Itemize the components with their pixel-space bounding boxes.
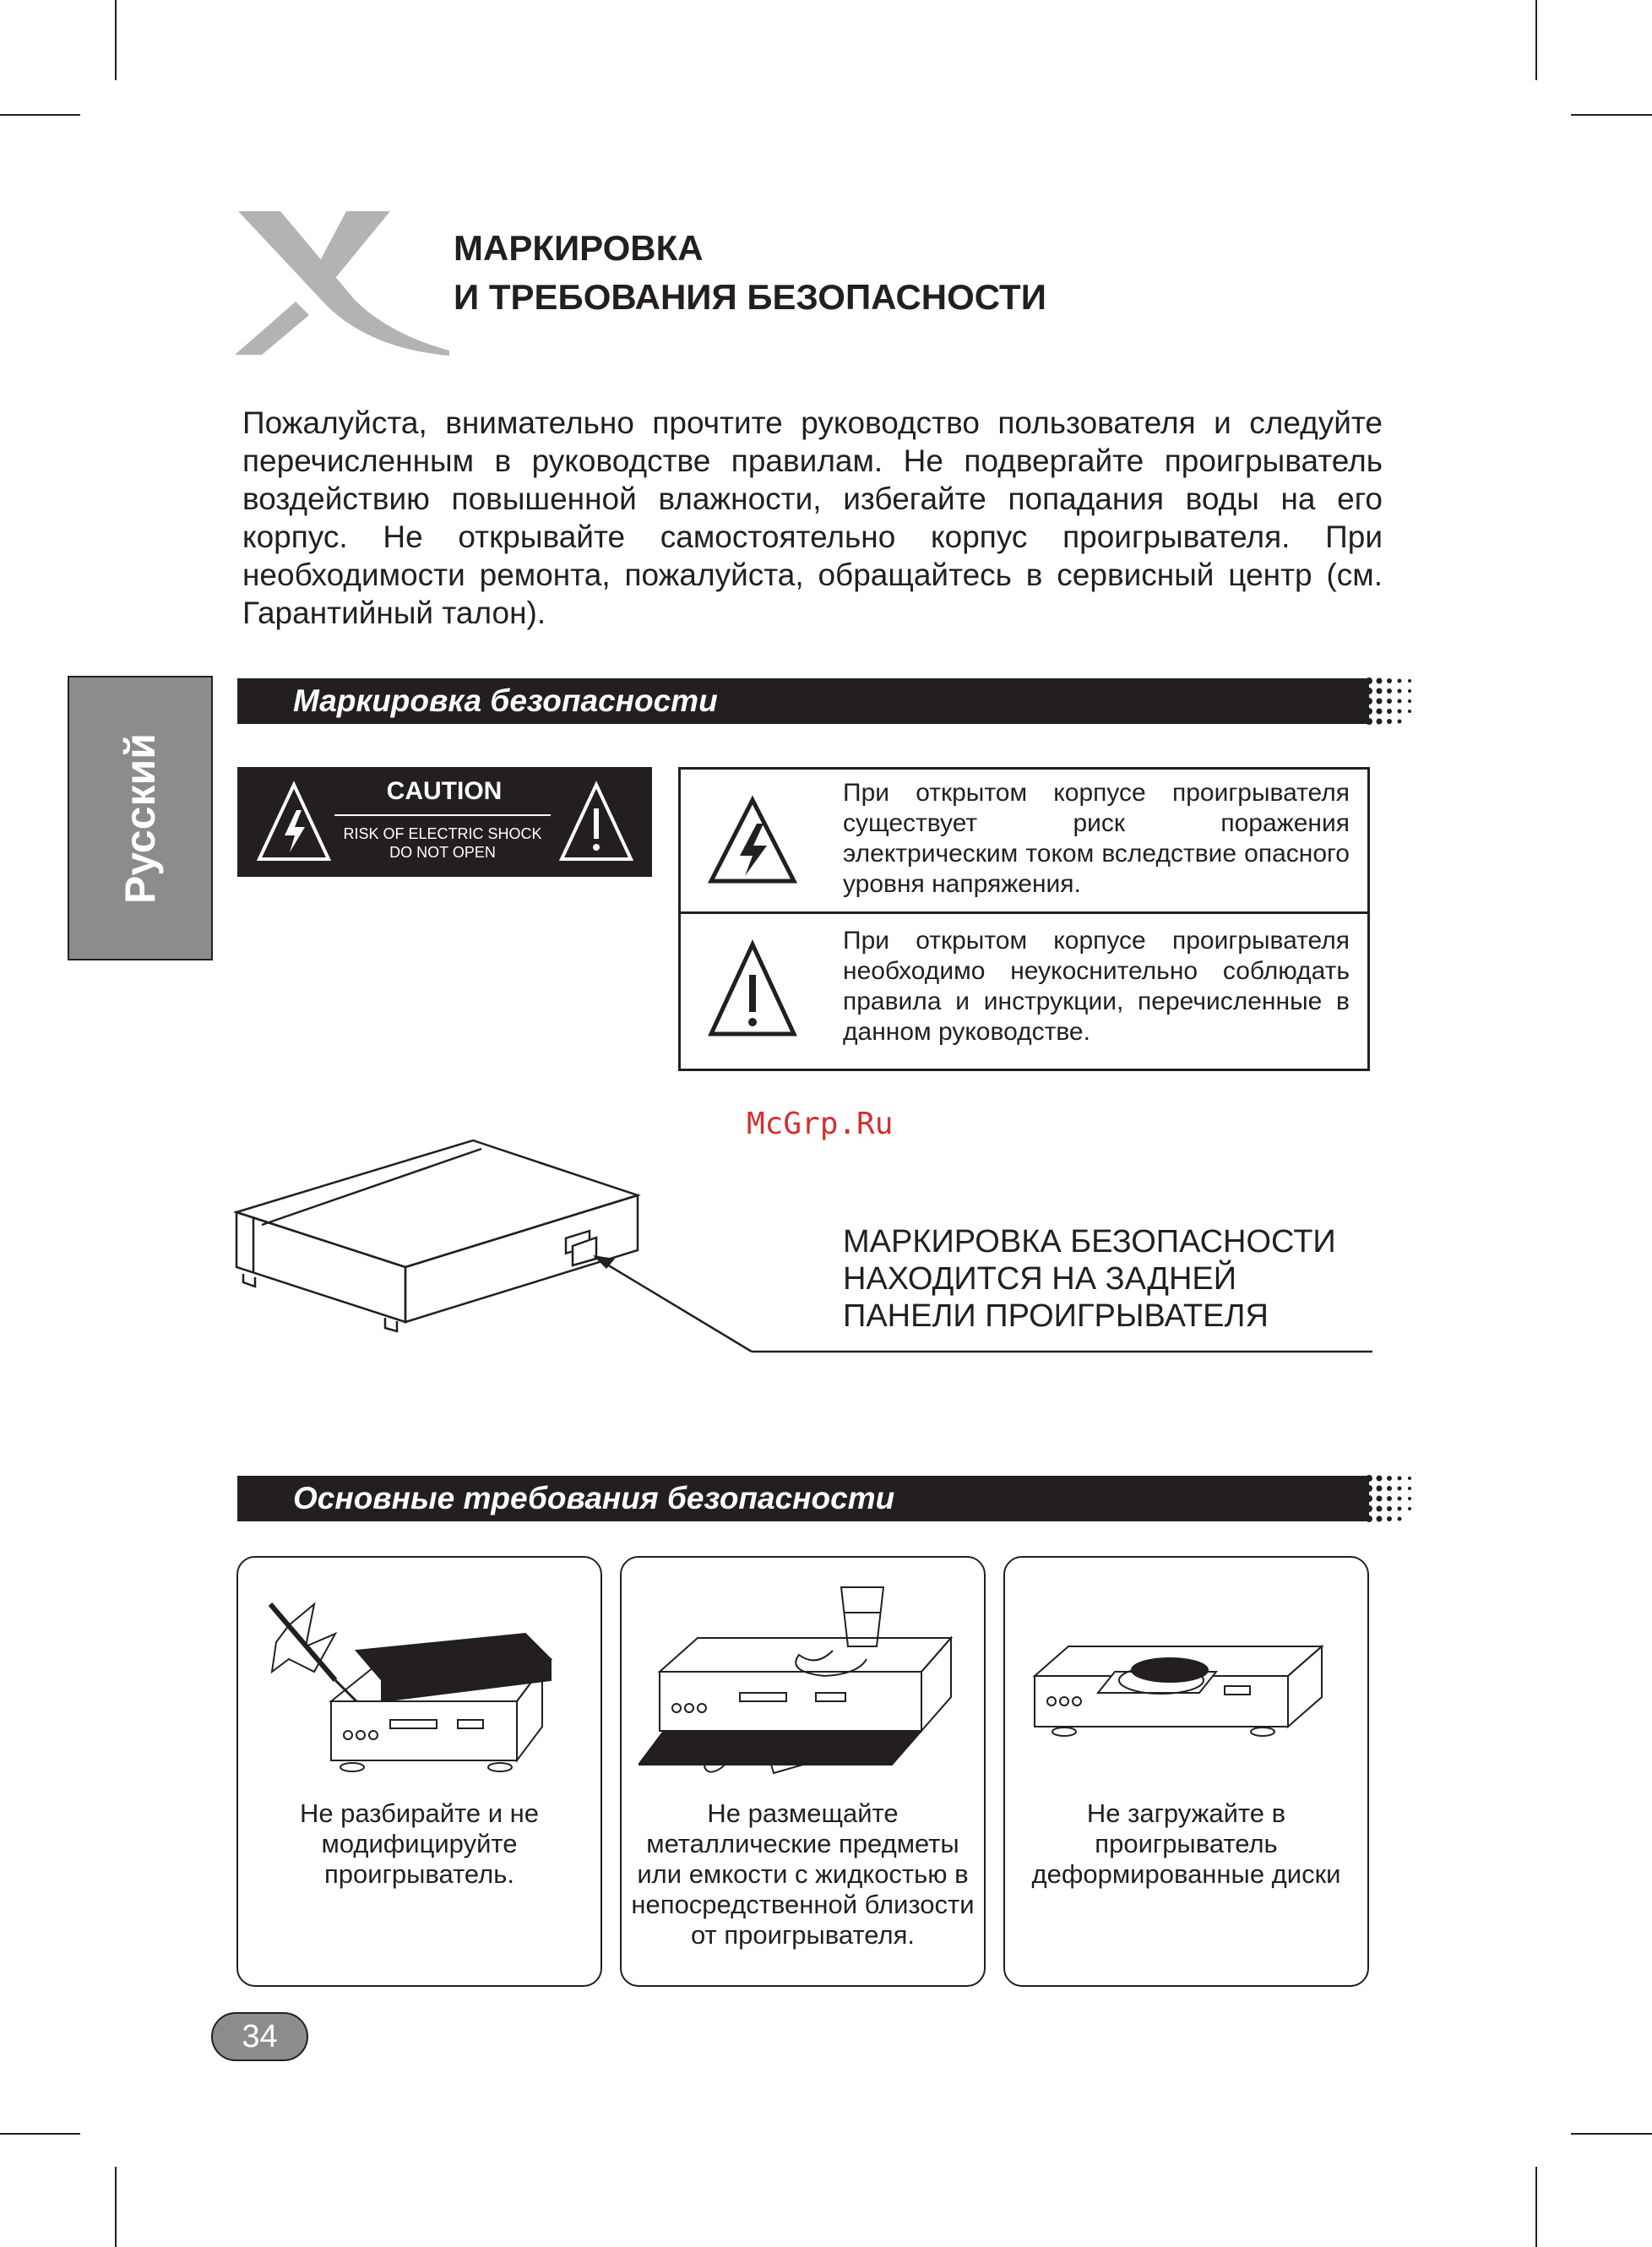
card-text: Не размещайте металлические предметы или емкости с жидкостью в непосредственной близости от проигрывателя. (631, 1798, 975, 1950)
safety-card-disassembly (236, 1556, 602, 1987)
card-text: Не разбирайте и не модифицируйте проигрыватель. (299, 1798, 540, 1889)
crop-mark (0, 2133, 80, 2135)
crop-mark (1571, 2133, 1652, 2135)
crop-mark (1535, 0, 1537, 80)
exclamation-warning-icon (706, 939, 799, 1041)
crop-mark (1571, 114, 1652, 116)
section-header-safety-marking (237, 678, 1369, 724)
rear-panel-note (843, 1223, 1336, 1335)
language-label: Русский (117, 732, 164, 904)
caution-label (237, 767, 652, 877)
warning-text: При открытом корпусе проигрывателя необходимо неукоснительно соблюдать правила и инструкции, перечисленные в данном руководстве. (843, 927, 1350, 1046)
caution-line: DO NOT OPEN (389, 844, 496, 861)
warning-table (678, 767, 1370, 1071)
crop-mark (0, 114, 80, 116)
note-line: НАХОДИТСЯ НА ЗАДНЕЙ (843, 1261, 1237, 1297)
caution-line: RISK OF ELECTRIC SHOCK (343, 825, 542, 842)
warning-row (681, 914, 1367, 1069)
crop-mark (115, 0, 117, 80)
safety-card-discs (1003, 1556, 1369, 1987)
screwdriver-player-illustration (255, 1575, 587, 1786)
deformed-disc-player-illustration (1022, 1575, 1354, 1786)
page-number: 34 (211, 2012, 308, 2061)
caution-title: CAUTION (386, 777, 503, 805)
intro-paragraph: Пожалуйста, внимательно прочтите руководство пользователя и следуйте перечисленным в руководстве правилам. Не подвергайте проигрыватель воздействию повышенной влажности, избегайте попадания воды на его корпус. Не открывайте самостоятельно корпус проигрывателя. При необходимости ремонта, пожалуйста, обращайтесь в сервисный центр (см. Гарантийный талон). (242, 405, 1383, 630)
safety-card-liquids (620, 1556, 986, 1987)
warning-row (681, 770, 1367, 914)
caution-subtitle (330, 824, 555, 862)
watermark: McGrp.Ru (747, 1107, 894, 1141)
title-line: МАРКИРОВКА (454, 228, 704, 268)
lightning-warning-icon (706, 795, 799, 888)
section-title: Основные требования безопасности (293, 1481, 895, 1515)
card-text: Не загружайте в проигрыватель деформированные диски (1031, 1798, 1341, 1889)
glass-clips-player-illustration (639, 1575, 970, 1786)
crop-mark (1535, 2167, 1537, 2247)
lightning-warning-icon (256, 780, 332, 864)
brand-x-logo (228, 207, 456, 359)
language-tab (68, 676, 213, 960)
caution-divider (334, 814, 551, 816)
section-title: Маркировка безопасности (293, 683, 718, 718)
section-header-safety-requirements (237, 1476, 1369, 1521)
page-title (454, 224, 1046, 322)
note-line: МАРКИРОВКА БЕЗОПАСНОСТИ (843, 1224, 1336, 1260)
note-line: ПАНЕЛИ ПРОИГРЫВАТЕЛЯ (843, 1298, 1269, 1334)
crop-mark (115, 2167, 117, 2247)
warning-text: При открытом корпусе проигрывателя существует риск поражения электрическим током вследствие опасного уровня напряжения. (843, 779, 1350, 898)
title-line: И ТРЕБОВАНИЯ БЕЗОПАСНОСТИ (454, 277, 1046, 317)
exclamation-warning-icon (558, 780, 634, 864)
halftone-dots-decoration (1364, 1473, 1423, 1524)
halftone-dots-decoration (1364, 676, 1423, 726)
